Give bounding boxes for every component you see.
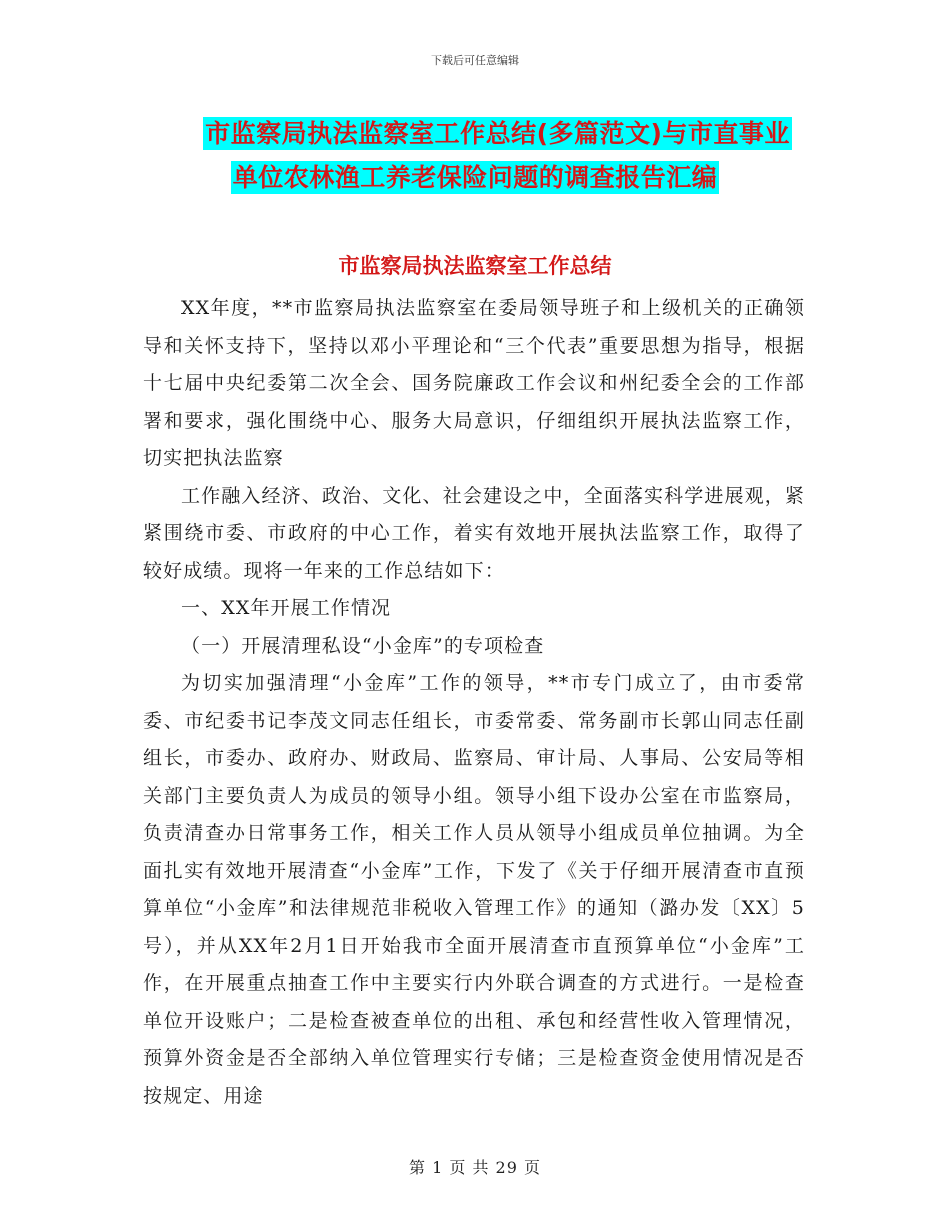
- document-title-line-2-text: 单位农林渔工养老保险问题的调查报告汇编: [232, 163, 718, 192]
- section-title: 市监察局执法监察室工作总结: [338, 254, 612, 278]
- document-title-line-1: [0, 114, 950, 150]
- paragraph: 工作融入经济、政治、文化、社会建设之中，全面落实科学进展观，紧紧围绕市委、市政府的中心工作，着实有效地开展执法监察工作，取得了较好成绩。现将一年来的工作总结如下：: [143, 484, 805, 582]
- header-note: 下载后可任意编辑: [431, 54, 519, 67]
- paragraph-heading: 一、XX年开展工作情况: [181, 597, 392, 619]
- page-footer: 第 1 页 共 29 页: [409, 1158, 541, 1177]
- document-title-line-1-text: 市监察局执法监察室工作总结(多篇范文)与市直事业: [205, 119, 790, 148]
- document-title-line-2: [0, 158, 950, 194]
- paragraph: XX年度，**市监察局执法监察室在委局领导班子和上级机关的正确领导和关怀支持下，坚持以邓小平理论和“三个代表”重要思想为指导，根据十七届中央纪委第二次全会、国务院廉政工作会议和州纪委全会的工作部署和要求，强化围绕中心、服务大局意识，仔细组织开展执法监察工作，切实把执法监察: [143, 297, 805, 469]
- paragraph-subheading: （一）开展清理私设“小金库”的专项检查: [181, 634, 545, 657]
- body-text: [143, 290, 805, 1115]
- paragraph: 为切实加强清理“小金库”工作的领导，**市专门成立了，由市委常委、市纪委书记李茂文同志任组长，市委常委、常务副市长郭山同志任副组长，市委办、政府办、财政局、监察局、审计局、人事局、公安局等相关部门主要负责人为成员的领导小组。领导小组下设办公室在市监察局，负责清查办日常事务工作，相关工作人员从领导小组成员单位抽调。为全面扎实有效地开展清查“小金库”工作，下发了《关于仔细开展清查市直预算单位“小金库”和法律规范非税收入管理工作》的通知（潞办发〔XX〕5号），并从XX年2月1日开始我市全面开展清查市直预算单位“小金库”工作，在开展重点抽查工作中主要实行内外联合调查的方式进行。一是检查单位开设账户；二是检查被查单位的出租、承包和经营性收入管理情况，预算外资金是否全部纳入单位管理实行专储；三是检查资金使用情况是否按规定、用途: [143, 672, 805, 1107]
